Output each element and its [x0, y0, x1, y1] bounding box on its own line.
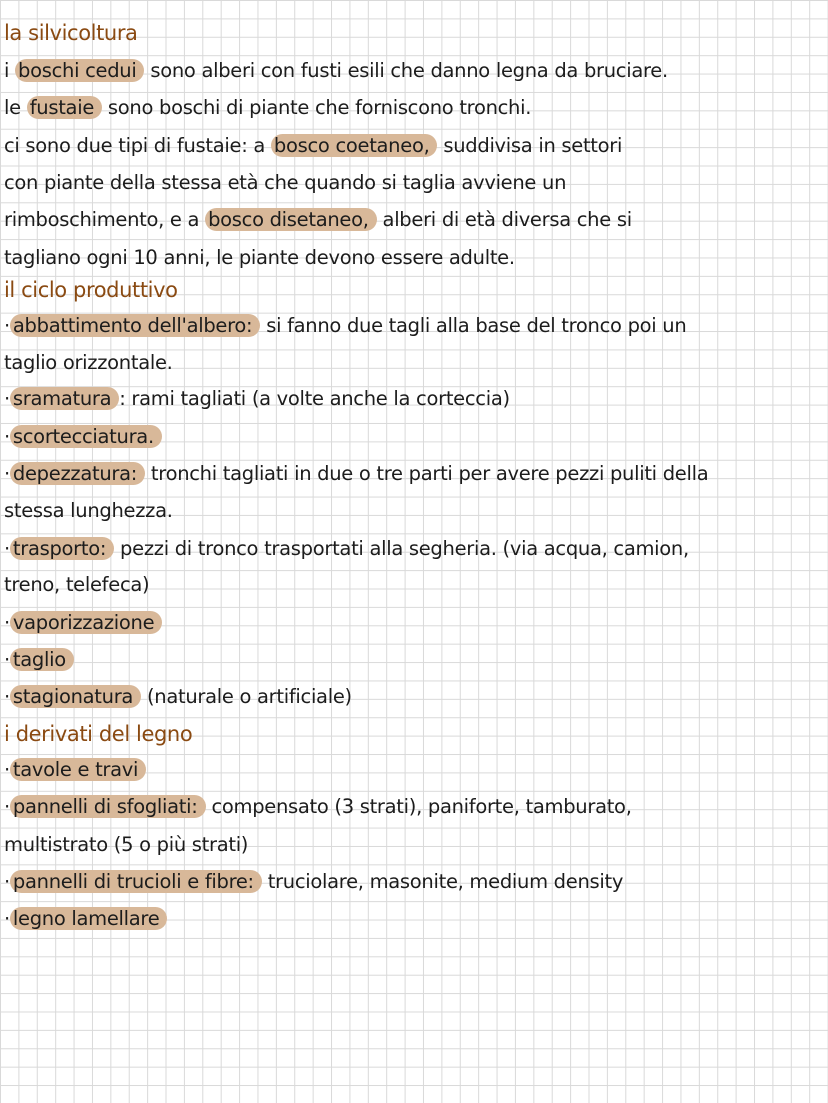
list-item — [4, 535, 689, 563]
text-segment: le — [4, 96, 27, 119]
text-segment: sono boschi di piante che forniscono tronchi. — [102, 96, 532, 119]
text-line — [4, 206, 632, 234]
list-item — [4, 385, 510, 413]
highlighted-term: taglio — [10, 648, 74, 671]
bullet: · — [4, 648, 10, 671]
text-segment: ci sono due tipi di fustaie: a — [4, 134, 271, 157]
highlighted-term: stagionatura — [10, 685, 141, 708]
text-segment: pezzi di tronco trasportati alla segheria. (via acqua, camion, — [114, 537, 689, 560]
list-item — [4, 423, 162, 451]
text-segment: tronchi tagliati in due o tre parti per avere pezzi puliti della — [145, 462, 709, 485]
highlighted-term: legno lamellare — [10, 907, 168, 930]
text-line: con piante della stessa età che quando si taglia avviene un — [4, 171, 567, 194]
text-segment: : rami tagliati (a volte anche la corteccia) — [119, 387, 510, 410]
list-item — [4, 868, 623, 896]
text-line — [4, 57, 668, 85]
text-line: stessa lunghezza. — [4, 499, 173, 522]
list-item — [4, 460, 708, 488]
highlighted-term: bosco coetaneo, — [271, 134, 438, 157]
list-item — [4, 609, 162, 637]
bullet: · — [4, 425, 10, 448]
highlighted-term: fustaie — [27, 96, 102, 119]
list-item — [4, 905, 167, 933]
text-segment: compensato (3 strati), paniforte, tamburato, — [205, 795, 632, 818]
text-segment: rimboschimento, e a — [4, 208, 206, 231]
highlighted-term: sramatura — [10, 387, 119, 410]
list-item — [4, 646, 74, 674]
text-line: tagliano ogni 10 anni, le piante devono essere adulte. — [4, 246, 515, 269]
bullet: · — [4, 611, 10, 634]
section-heading-silvicoltura: la silvicoltura — [4, 21, 138, 45]
text-line — [4, 94, 531, 122]
highlighted-term: pannelli di sfogliati: — [10, 795, 206, 818]
list-item — [4, 756, 146, 784]
bullet: · — [4, 758, 10, 781]
bullet: · — [4, 537, 10, 560]
highlighted-term: tavole e travi — [10, 758, 146, 781]
highlighted-term: bosco disetaneo, — [205, 208, 377, 231]
text-segment: si fanno due tagli alla base del tronco poi un — [260, 314, 687, 337]
text-line — [4, 132, 622, 160]
highlighted-term: pannelli di trucioli e fibre: — [10, 870, 262, 893]
text-line: multistrato (5 o più strati) — [4, 833, 249, 856]
text-segment: sono alberi con fusti esili che danno legna da bruciare. — [144, 59, 668, 82]
bullet: · — [4, 907, 10, 930]
bullet: · — [4, 870, 10, 893]
bullet: · — [4, 462, 10, 485]
list-item — [4, 793, 632, 821]
text-segment: alberi di età diversa che si — [376, 208, 632, 231]
section-heading-derivati-legno: i derivati del legno — [4, 722, 193, 746]
bullet: · — [4, 387, 10, 410]
bullet: · — [4, 685, 10, 708]
highlighted-term: scortecciatura. — [10, 425, 162, 448]
bullet: · — [4, 314, 10, 337]
text-line: treno, telefeca) — [4, 573, 150, 596]
list-item — [4, 312, 686, 340]
section-heading-ciclo-produttivo: il ciclo produttivo — [4, 278, 178, 302]
text-segment: truciolare, masonite, medium density — [261, 870, 624, 893]
highlighted-term: boschi cedui — [15, 59, 144, 82]
highlighted-term: depezzatura: — [10, 462, 145, 485]
bullet: · — [4, 795, 10, 818]
highlighted-term: trasporto: — [10, 537, 114, 560]
text-segment: (naturale o artificiale) — [141, 685, 352, 708]
text-segment: i — [4, 59, 16, 82]
text-line: taglio orizzontale. — [4, 351, 173, 374]
text-segment: suddivisa in settori — [437, 134, 623, 157]
highlighted-term: abbattimento dell'albero: — [10, 314, 260, 337]
list-item — [4, 683, 352, 711]
highlighted-term: vaporizzazione — [10, 611, 162, 634]
